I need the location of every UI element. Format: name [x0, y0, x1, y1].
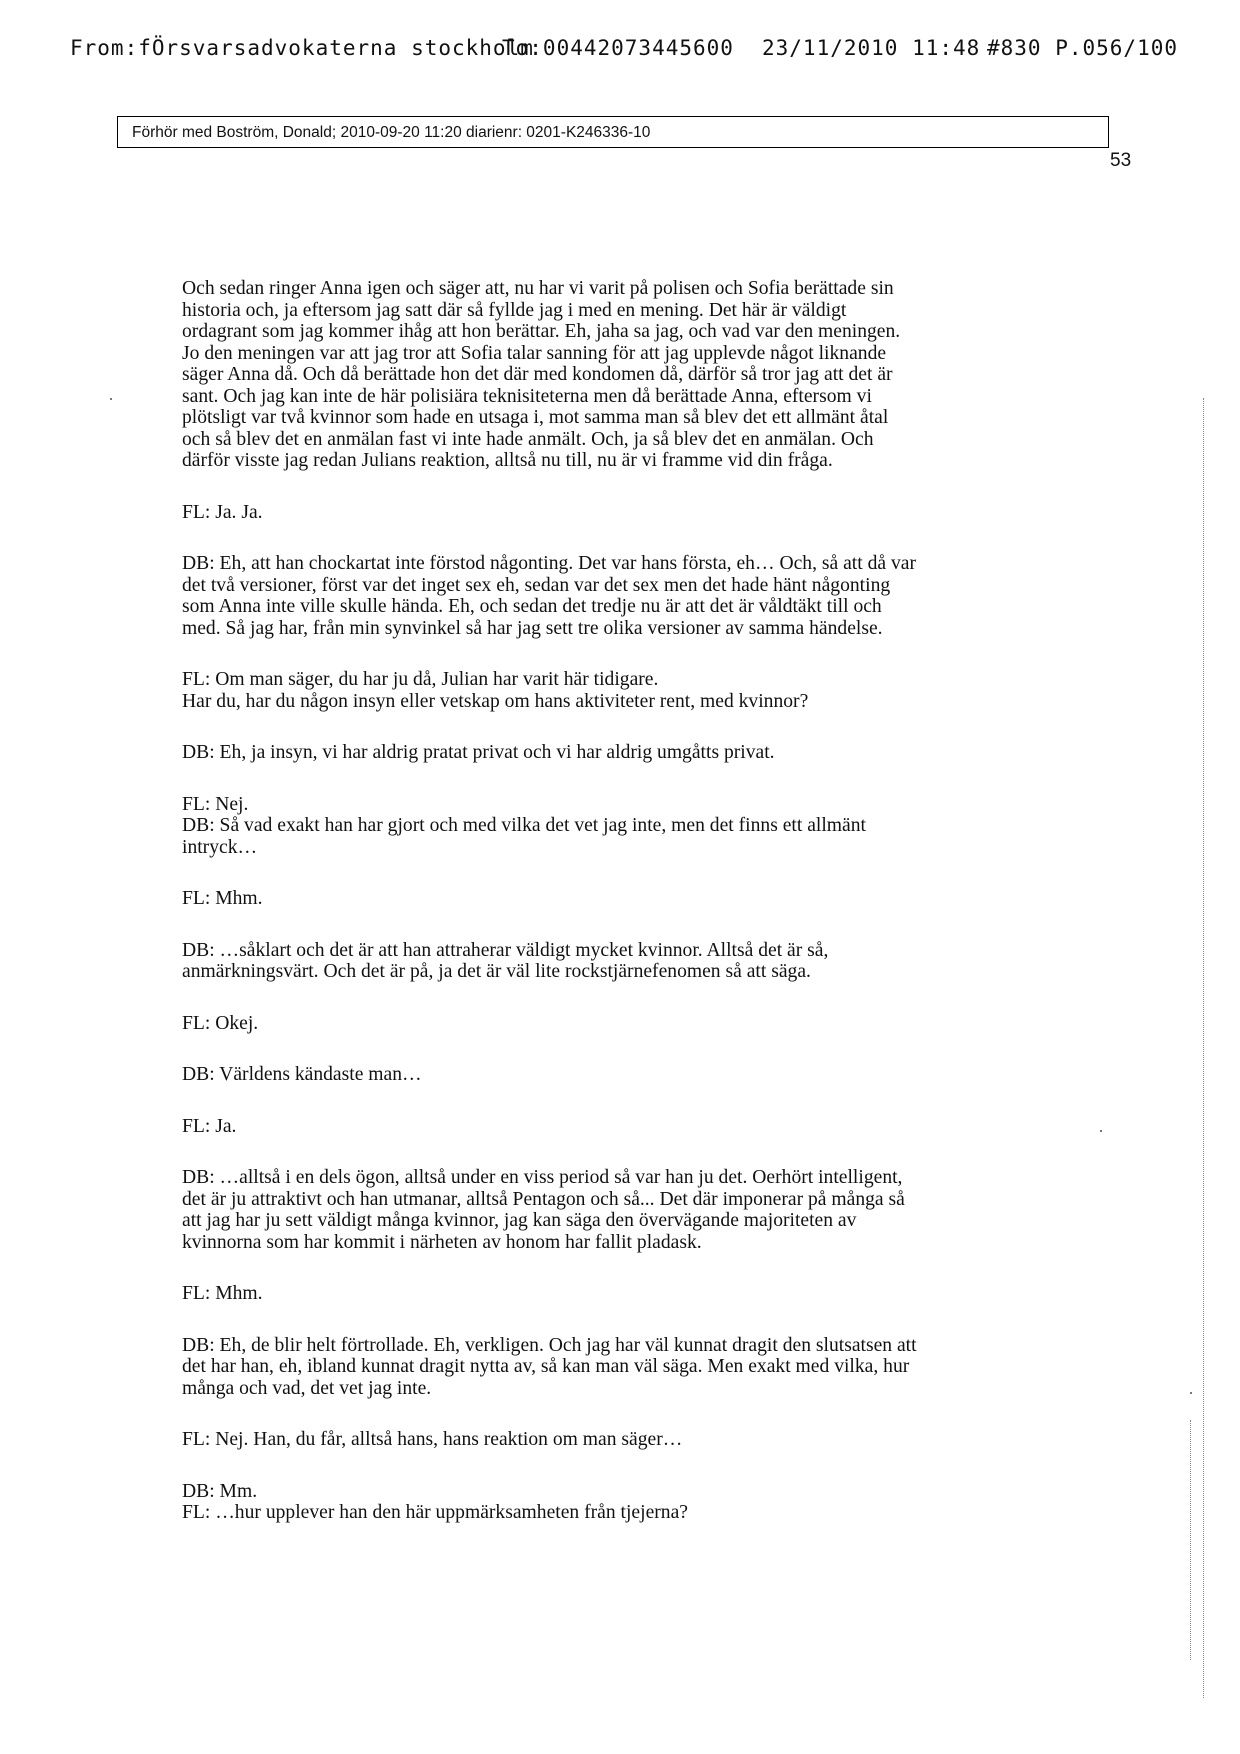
transcript-line: plötsligt var två kvinnor som hade en utsaga i, mot samma man så blev det ett allmänt åtal	[182, 407, 889, 428]
transcript-line: FL: Mhm.	[182, 1283, 263, 1304]
transcript-paragraph	[182, 1167, 1044, 1253]
transcript-line: FL: …hur upplever han den här uppmärksamheten från tjejerna?	[182, 1502, 688, 1523]
transcript-line: FL: Nej.	[182, 793, 249, 815]
fax-page-counter: #830 P.056/100	[987, 36, 1179, 60]
transcript-paragraph	[182, 742, 1044, 764]
transcript-line: FL: Ja.	[182, 1115, 237, 1137]
transcript-line: FL: Okej.	[182, 1012, 259, 1034]
transcript-paragraph	[182, 669, 1044, 712]
transcript-line: därför visste jag redan Julians reaktion, alltså nu till, nu är vi framme vid din fråga.	[182, 450, 833, 471]
transcript-line: som Anna inte ville skulle hända. Eh, och sedan det tredje nu är att det är våldtäkt till och	[182, 596, 882, 617]
transcript-line: FL: Om man säger, du har ju då, Julian har varit här tidigare.	[182, 669, 659, 690]
transcript-line: Och sedan ringer Anna igen och säger att, nu har vi varit på polisen och Sofia berättade sin	[182, 278, 894, 299]
transcript-line: sant. Och jag kan inte de här polisiära teknisiteterna men då berättade Anna, eftersom vi	[182, 385, 872, 407]
transcript-line: FL: Ja. Ja.	[182, 501, 263, 523]
scan-speck	[1190, 1392, 1192, 1394]
transcript-line: DB: Eh, ja insyn, vi har aldrig pratat privat och vi har aldrig umgåtts privat.	[182, 742, 775, 763]
transcript-line: många och vad, det vet jag inte.	[182, 1377, 432, 1399]
page-number: 53	[1110, 150, 1132, 171]
transcript-body	[182, 278, 1044, 1554]
transcript-line: DB: Så vad exakt han har gjort och med vilka det vet jag inte, men det finns ett allmänt	[182, 815, 866, 836]
fax-datetime: 23/11/2010 11:48	[762, 36, 981, 60]
scan-edge-mark	[1203, 398, 1205, 1698]
transcript-paragraph	[182, 1335, 1044, 1400]
transcript-line: det är ju attraktivt och han utmanar, alltså Pentagon och så... Det där imponerar på många så	[182, 1188, 905, 1210]
transcript-line: DB: …alltså i en dels ögon, alltså under en viss period så var han ju det. Oerhört intelligent,	[182, 1167, 903, 1188]
scan-speck	[110, 398, 112, 400]
transcript-line: anmärkningsvärt. Och det är på, ja det är väl lite rockstjärnefenomen så att säga.	[182, 961, 811, 982]
transcript-paragraph	[182, 1283, 1044, 1305]
transcript-line: säger Anna då. Och då berättade hon det där med kondomen då, därför så tror jag att det är	[182, 364, 893, 385]
transcript-paragraph	[182, 502, 1044, 524]
document-title-box	[117, 116, 1109, 148]
transcript-line: FL: Nej. Han, du får, alltså hans, hans reaktion om man säger…	[182, 1429, 683, 1450]
fax-recipient: To:00442073445600	[502, 36, 734, 60]
document-title: Förhör med Boström, Donald; 2010-09-20 11:20 diarienr: 0201-K246336-10	[132, 124, 651, 141]
transcript-line: Jo den meningen var att jag tror att Sofia talar sanning för att jag upplevde något liknande	[182, 342, 887, 364]
transcript-line: det har han, eh, ibland kunnat dragit nytta av, så kan man väl säga. Men exakt med vilka, hur	[182, 1356, 910, 1377]
transcript-line: DB: Mm.	[182, 1480, 258, 1502]
transcript-line: med. Så jag har, från min synvinkel så har jag sett tre olika versioner av samma händelse.	[182, 617, 883, 639]
transcript-line: det två versioner, först var det inget sex eh, sedan var det sex men det hade hänt någonting	[182, 574, 891, 596]
transcript-line: ordagrant som jag kommer ihåg att hon berättar. Eh, jaha sa jag, och vad var den meningen.	[182, 321, 901, 342]
transcript-line: FL: Mhm.	[182, 888, 263, 909]
transcript-paragraph	[182, 1481, 1044, 1524]
transcript-line: DB: Eh, att han chockartat inte förstod någonting. Det var hans första, eh… Och, så att då var	[182, 553, 917, 574]
transcript-paragraph	[182, 1013, 1044, 1035]
transcript-line: och så blev det en anmälan fast vi inte hade anmält. Och, ja så blev det en anmälan. Och	[182, 428, 874, 450]
scan-speck	[1100, 1130, 1102, 1132]
transcript-line: Har du, har du någon insyn eller vetskap om hans aktiviteter rent, med kvinnor?	[182, 690, 809, 712]
transcript-paragraph	[182, 1116, 1044, 1138]
transcript-paragraph	[182, 940, 1044, 983]
transcript-line: att jag har ju sett väldigt många kvinnor, jag kan säga den övervägande majoriteten av	[182, 1210, 857, 1231]
transcript-line: historia och, ja eftersom jag satt där så fyllde jag i med en mening. Det här är väldigt	[182, 299, 847, 321]
transcript-line: kvinnorna som har kommit i närheten av honom har fallit pladask.	[182, 1231, 702, 1253]
transcript-line: intryck…	[182, 836, 258, 858]
transcript-line: DB: …såklart och det är att han attraherar väldigt mycket kvinnor. Alltså det är så,	[182, 939, 829, 961]
transcript-paragraph	[182, 278, 1044, 472]
transcript-paragraph	[182, 553, 1044, 639]
transcript-line: DB: Eh, de blir helt förtrollade. Eh, verkligen. Och jag har väl kunnat dragit den slutsatsen att	[182, 1334, 917, 1356]
transcript-paragraph	[182, 1064, 1044, 1086]
transcript-line: DB: Världens kändaste man…	[182, 1064, 422, 1085]
transcript-paragraph	[182, 794, 1044, 859]
fax-header	[70, 28, 1179, 68]
transcript-paragraph	[182, 888, 1044, 910]
transcript-paragraph	[182, 1429, 1044, 1451]
scan-edge-mark	[1190, 1420, 1192, 1660]
fax-sender: From:fÖrsvarsadvokaterna stockholm	[70, 36, 534, 60]
